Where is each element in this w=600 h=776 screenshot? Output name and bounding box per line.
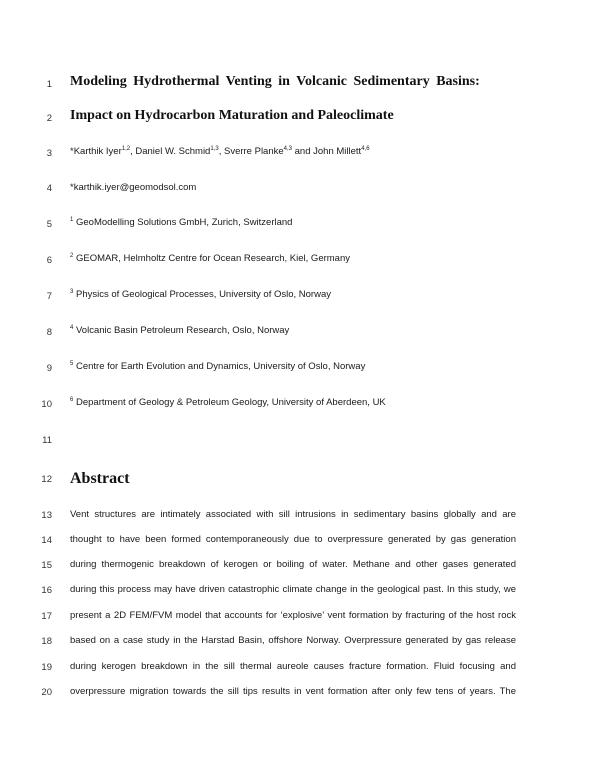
abstract-line: Vent structures are intimately associated with sill intrusions in sedimentary basins globally and are — [70, 509, 516, 520]
author-separator: , — [130, 146, 136, 157]
line-number: 5 — [46, 219, 52, 230]
affiliation-number: 1 — [70, 216, 74, 223]
corresponding-email: *karthik.iyer@geomodsol.com — [70, 182, 197, 193]
affiliation-number: 2 — [70, 252, 74, 259]
line-number: 16 — [41, 585, 52, 596]
affiliation — [70, 397, 386, 408]
author-affiliation-marker: 4,3 — [283, 145, 292, 152]
affiliation-text: GeoModelling Solutions GmbH, Zurich, Switzerland — [75, 217, 293, 228]
line-number: 4 — [46, 183, 52, 194]
author-list — [70, 146, 370, 157]
author-separator: and — [292, 146, 314, 157]
line-number: 12 — [41, 474, 52, 485]
affiliation-text: Physics of Geological Processes, University of Oslo, Norway — [75, 289, 331, 300]
author-affiliation-marker: 4,6 — [361, 145, 370, 152]
author-affiliation-marker: 1,2 — [121, 145, 131, 152]
line-number: 9 — [46, 363, 52, 374]
affiliation-number: 6 — [70, 396, 74, 403]
affiliation-text: Volcanic Basin Petroleum Research, Oslo, Norway — [75, 325, 290, 336]
affiliation — [70, 325, 289, 336]
affiliation-text: Department of Geology & Petroleum Geology, University of Aberdeen, UK — [75, 397, 386, 408]
affiliation — [70, 217, 292, 228]
affiliation — [70, 253, 350, 264]
author-affiliation-marker: 1,3 — [210, 145, 219, 152]
line-number: 13 — [41, 510, 52, 521]
author-separator: , — [218, 146, 224, 157]
abstract-line: present a 2D FEM/FVM model that accounts for ‘explosive’ vent formation by fracturing of the host rock — [70, 610, 516, 621]
line-number: 11 — [42, 435, 52, 446]
affiliation-text: Centre for Earth Evolution and Dynamics, University of Oslo, Norway — [75, 361, 366, 372]
affiliation — [70, 361, 365, 372]
abstract-line: based on a case study in the Harstad Basin, offshore Norway. Overpressure generated by gas release — [70, 635, 516, 646]
line-number: 17 — [41, 611, 52, 622]
author-name: John Millett — [313, 146, 362, 157]
author-name: Daniel W. Schmid — [135, 146, 211, 157]
line-number: 1 — [46, 79, 52, 90]
abstract-line: overpressure migration towards the sill tips results in vent formation after only few tens of years. The — [70, 686, 516, 697]
line-number: 10 — [41, 399, 52, 410]
line-number: 8 — [46, 327, 52, 338]
affiliation-number: 3 — [70, 288, 74, 295]
affiliation-number: 4 — [70, 324, 74, 331]
abstract-heading: Abstract — [70, 470, 130, 487]
line-number: 18 — [41, 636, 52, 647]
author-name: Sverre Planke — [223, 146, 284, 157]
author-name: *Karthik Iyer — [70, 146, 122, 157]
affiliation-text: GEOMAR, Helmholtz Centre for Ocean Research, Kiel, Germany — [75, 253, 350, 264]
line-number: 20 — [41, 687, 52, 698]
paper-title-line-2: Impact on Hydrocarbon Maturation and Paleoclimate — [70, 108, 394, 123]
line-number: 14 — [41, 535, 52, 546]
abstract-line: during this process may have driven catastrophic climate change in the geological past. In this study, we — [70, 584, 516, 595]
abstract-line: during thermogenic breakdown of kerogen or boiling of water. Methane and other gases generated — [70, 559, 516, 570]
line-number: 2 — [46, 113, 52, 124]
affiliation — [70, 289, 331, 300]
line-number: 6 — [46, 255, 52, 266]
line-number: 7 — [46, 291, 52, 302]
abstract-line: during kerogen breakdown in the sill thermal aureole causes fracture formation. Fluid focusing and — [70, 661, 516, 672]
line-number: 15 — [41, 560, 52, 571]
paper-title-line-1: Modeling Hydrothermal Venting in Volcanic Sedimentary Basins: — [70, 74, 480, 89]
abstract-line: thought to have been formed contemporaneously due to overpressure generated by gas generation — [70, 534, 516, 545]
line-number: 19 — [41, 662, 52, 673]
affiliation-number: 5 — [70, 360, 74, 367]
line-number: 3 — [46, 148, 52, 159]
